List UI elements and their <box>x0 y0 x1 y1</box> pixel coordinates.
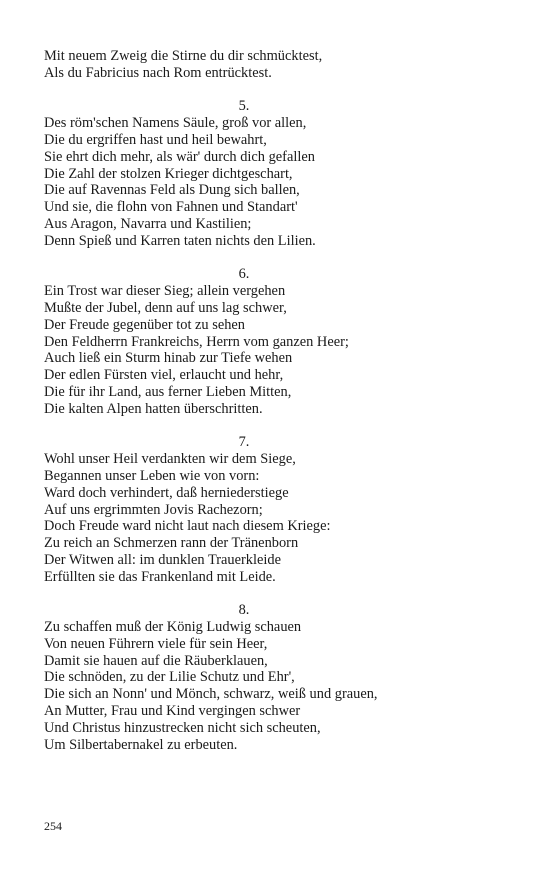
verse-line: Der Freude gegenüber tot zu sehen <box>44 316 245 333</box>
verse-line: Auch ließ ein Sturm hinab zur Tiefe wehen <box>44 350 293 367</box>
verse-line: Auf uns ergrimmten Jovis Rachezorn; <box>44 501 263 518</box>
verse-line: Die auf Ravennas Feld als Dung sich ballen, <box>44 182 300 199</box>
stanza-number: 5. <box>238 98 250 115</box>
verse-line: Und sie, die flohn von Fahnen und Standart' <box>44 199 298 216</box>
verse-line: Und Christus hinzustrecken nicht sich scheuten, <box>44 719 321 736</box>
stanza-number: 6. <box>238 266 250 283</box>
stanza-5 <box>44 98 504 249</box>
verse-line: Ward doch verhindert, daß herniederstiege <box>44 484 289 501</box>
stanza-6 <box>44 266 504 417</box>
verse-line: Die sich an Nonn' und Mönch, schwarz, weiß und grauen, <box>44 686 378 703</box>
verse-line: Damit sie hauen auf die Räuberklauen, <box>44 652 268 669</box>
verse-line: Mußte der Jubel, denn auf uns lag schwer, <box>44 299 287 316</box>
stanza-number: 8. <box>238 602 250 619</box>
verse-line: Begannen unser Leben wie von vorn: <box>44 467 260 484</box>
verse-line: Des röm'schen Namens Säule, groß vor allen, <box>44 115 307 132</box>
verse-line: Die Zahl der stolzen Krieger dichtgeschart, <box>44 165 293 182</box>
verse-line: Die schnöden, zu der Lilie Schutz und Ehr', <box>44 669 295 686</box>
poem-page <box>44 48 504 753</box>
verse-line: Erfüllten sie das Frankenland mit Leide. <box>44 568 276 585</box>
verse-line: Die kalten Alpen hatten überschritten. <box>44 400 263 417</box>
verse-line: Denn Spieß und Karren taten nichts den Lilien. <box>44 232 316 249</box>
stanza-7 <box>44 434 504 585</box>
verse-line: An Mutter, Frau und Kind vergingen schwer <box>44 703 301 720</box>
verse-line: Aus Aragon, Navarra und Kastilien; <box>44 215 252 232</box>
verse-line: Zu reich an Schmerzen rann der Tränenborn <box>44 535 299 552</box>
verse-line: Ein Trost war dieser Sieg; allein vergehen <box>44 283 286 300</box>
verse-line: Von neuen Führern viele für sein Heer, <box>44 635 268 652</box>
stanza-number: 7. <box>238 434 250 451</box>
verse-line: Wohl unser Heil verdankten wir dem Siege, <box>44 451 296 468</box>
stanza-8 <box>44 602 504 753</box>
verse-line: Doch Freude ward nicht laut nach diesem Kriege: <box>44 518 331 535</box>
verse-line: Die für ihr Land, aus ferner Lieben Mitten, <box>44 383 292 400</box>
page-number: 254 <box>44 819 62 833</box>
verse-line: Sie ehrt dich mehr, als wär' durch dich gefallen <box>44 148 315 165</box>
verse-line: Den Feldherrn Frankreichs, Herrn vom ganzen Heer; <box>44 333 349 350</box>
verse-line: Um Silbertabernakel zu erbeuten. <box>44 736 238 753</box>
verse-line: Die du ergriffen hast und heil bewahrt, <box>44 131 267 148</box>
verse-line: Zu schaffen muß der König Ludwig schauen <box>44 619 302 636</box>
verse-line: Der Witwen all: im dunklen Trauerkleide <box>44 551 281 568</box>
verse-line: Mit neuem Zweig die Stirne du dir schmücktest, <box>44 48 323 64</box>
verse-line: Als du Fabricius nach Rom entrücktest. <box>44 64 272 81</box>
intro-stanza <box>44 48 504 82</box>
verse-line: Der edlen Fürsten viel, erlaucht und hehr, <box>44 367 284 384</box>
